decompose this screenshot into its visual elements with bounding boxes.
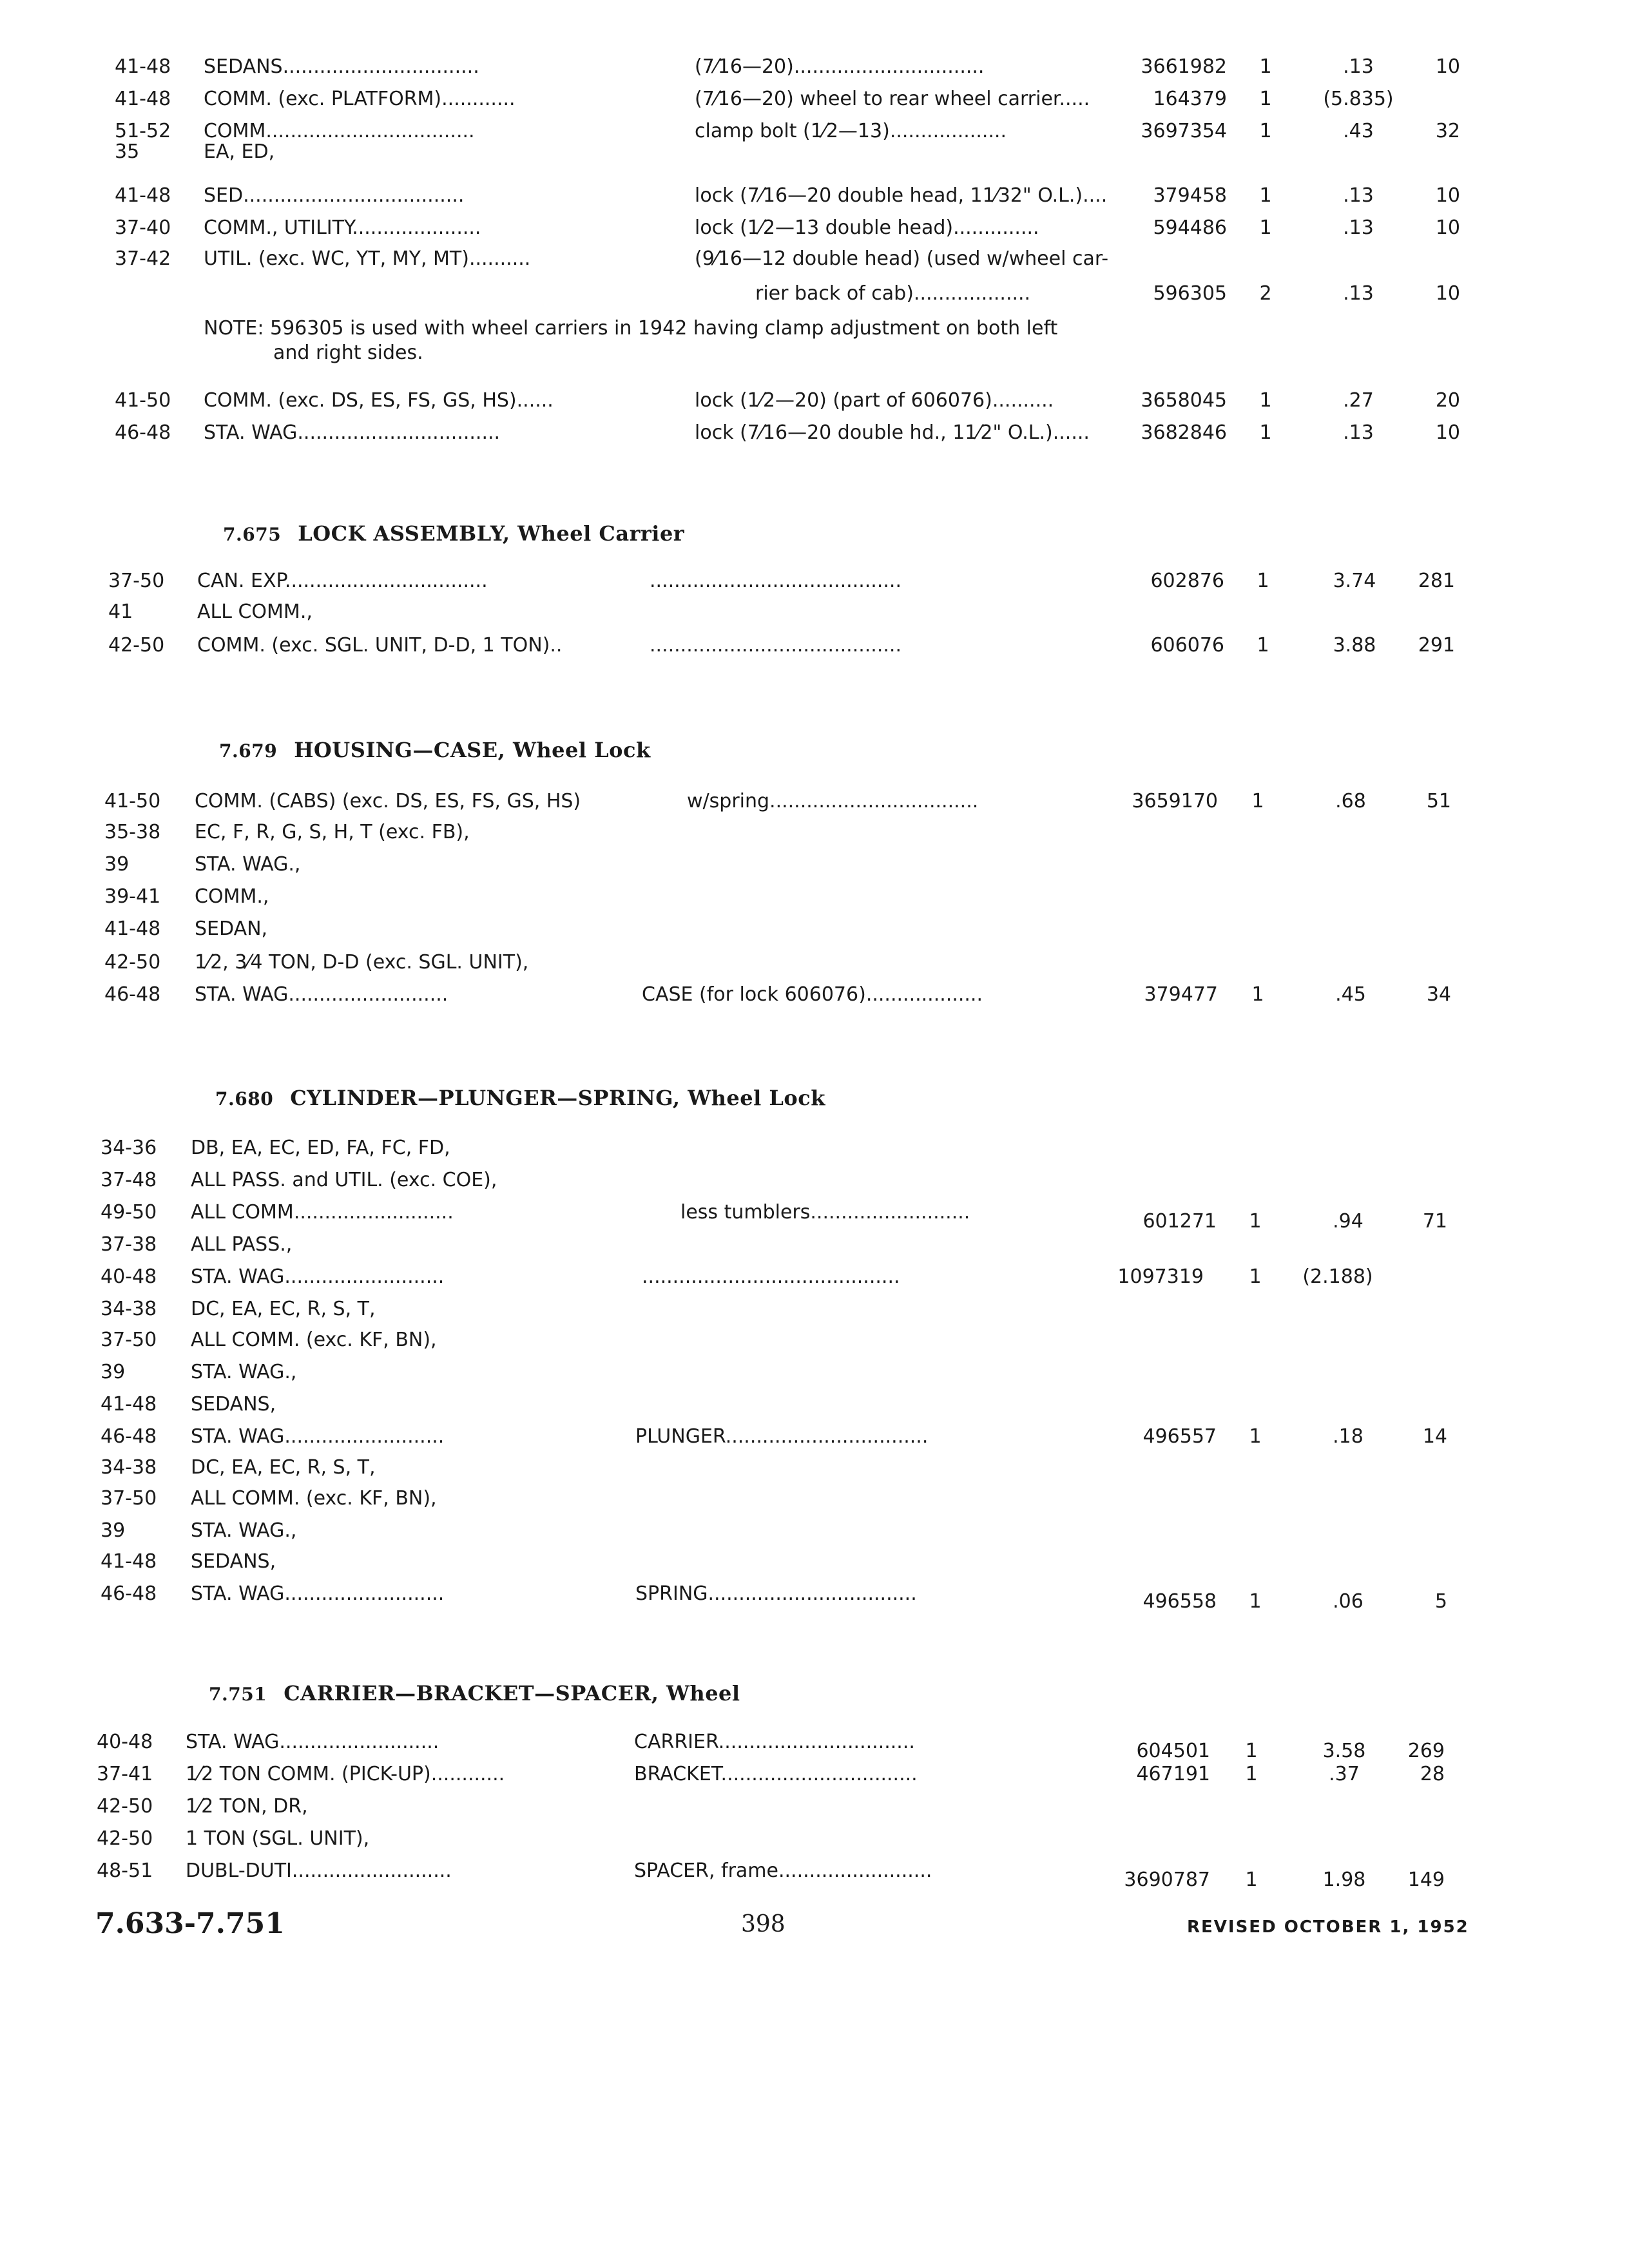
year-range: 41-48 bbox=[115, 184, 171, 207]
year-range: 41-48 bbox=[101, 1550, 157, 1573]
model-applicability: STA. WAG.......................... bbox=[195, 983, 448, 1006]
table-row bbox=[0, 1200, 1629, 1233]
table-row bbox=[0, 852, 1629, 885]
year-range: 37-48 bbox=[101, 1169, 157, 1191]
table-row bbox=[0, 1392, 1629, 1425]
year-range: 39 bbox=[104, 853, 130, 876]
year-range: 42-50 bbox=[104, 951, 161, 974]
model-applicability: COMM. (exc. DS, ES, FS, GS, HS)...... bbox=[204, 389, 554, 412]
quantity: 1 bbox=[1251, 790, 1264, 812]
note-line: and right sides. bbox=[273, 341, 423, 364]
quantity: 1 bbox=[1257, 634, 1269, 657]
section-title: CYLINDER—PLUNGER—SPRING, bbox=[290, 1086, 680, 1110]
part-description: rier back of cab)................... bbox=[755, 282, 1031, 305]
year-range: 42-50 bbox=[97, 1827, 153, 1850]
table-row bbox=[0, 1581, 1629, 1615]
weight: 10 bbox=[1435, 216, 1460, 239]
part-number: 596305 bbox=[1153, 282, 1227, 305]
weight: 291 bbox=[1418, 634, 1455, 657]
section-number: 7.680 bbox=[215, 1088, 274, 1110]
part-number: 3658045 bbox=[1141, 389, 1227, 412]
part-number: 3682846 bbox=[1141, 421, 1227, 444]
price: (2.188) bbox=[1302, 1265, 1373, 1288]
quantity: 1 bbox=[1249, 1590, 1262, 1613]
year-range: 39-41 bbox=[104, 885, 161, 908]
quantity: 1 bbox=[1245, 1869, 1258, 1891]
model-applicability: STA. WAG.......................... bbox=[186, 1731, 439, 1753]
model-applicability: COMM.................................. bbox=[204, 120, 475, 142]
year-range: 39 bbox=[101, 1361, 126, 1383]
weight: 14 bbox=[1422, 1425, 1447, 1448]
weight: 269 bbox=[1407, 1740, 1445, 1762]
price: (5.835) bbox=[1323, 88, 1394, 110]
table-row bbox=[0, 599, 1629, 633]
model-applicability: COMM., bbox=[195, 885, 269, 908]
part-description: BRACKET................................ bbox=[634, 1763, 918, 1785]
part-description: (7⁄16—20) wheel to rear wheel carrier..... bbox=[695, 88, 1090, 110]
year-range: 46-48 bbox=[101, 1582, 157, 1605]
year-range: 35 bbox=[115, 140, 140, 163]
section-range-footer: 7.633-7.751 bbox=[95, 1907, 285, 1940]
section-subtitle: Wheel Lock bbox=[512, 738, 651, 762]
section-subtitle: Wheel bbox=[666, 1681, 740, 1706]
table-row bbox=[0, 950, 1629, 983]
model-applicability: SEDANS................................ bbox=[204, 55, 479, 78]
table-row bbox=[0, 633, 1629, 666]
section-heading bbox=[219, 736, 651, 765]
model-applicability: STA. WAG., bbox=[191, 1361, 297, 1383]
part-number: 379458 bbox=[1153, 184, 1227, 207]
year-range: 41-50 bbox=[115, 389, 171, 412]
section-title: CARRIER—BRACKET—SPACER, bbox=[284, 1681, 659, 1706]
weight: 10 bbox=[1435, 184, 1460, 207]
model-applicability: ALL PASS. and UTIL. (exc. COE), bbox=[191, 1169, 497, 1191]
model-applicability: COMM. (exc. SGL. UNIT, D-D, 1 TON).. bbox=[197, 634, 563, 657]
quantity: 2 bbox=[1259, 282, 1272, 305]
model-applicability: STA. WAG.......................... bbox=[191, 1425, 445, 1448]
year-range: 40-48 bbox=[97, 1731, 153, 1753]
quantity: 1 bbox=[1249, 1265, 1262, 1288]
part-number: 602876 bbox=[1150, 570, 1224, 592]
model-applicability: STA. WAG.......................... bbox=[191, 1265, 445, 1288]
part-number: 601271 bbox=[1142, 1210, 1217, 1233]
price: .18 bbox=[1333, 1425, 1364, 1448]
page-number: 398 bbox=[741, 1911, 786, 1937]
year-range: 37-50 bbox=[108, 570, 165, 592]
model-applicability: 1⁄2, 3⁄4 TON, D-D (exc. SGL. UNIT), bbox=[195, 951, 529, 974]
table-row bbox=[0, 54, 1629, 88]
table-row bbox=[0, 1826, 1629, 1860]
table-row bbox=[0, 982, 1629, 1015]
part-number: 3697354 bbox=[1141, 120, 1227, 142]
part-number: 3659170 bbox=[1132, 790, 1218, 812]
weight: 51 bbox=[1426, 790, 1451, 812]
table-row bbox=[0, 281, 1629, 314]
part-number: 594486 bbox=[1153, 216, 1227, 239]
model-applicability: ALL PASS., bbox=[191, 1233, 293, 1256]
price: .13 bbox=[1343, 184, 1374, 207]
model-applicability: STA. WAG................................. bbox=[204, 421, 501, 444]
part-description: clamp bolt (1⁄2—13)................... bbox=[695, 120, 1007, 142]
table-row bbox=[0, 1518, 1629, 1552]
price: .45 bbox=[1335, 983, 1366, 1006]
model-applicability: 1 TON (SGL. UNIT), bbox=[186, 1827, 370, 1850]
part-number: 496557 bbox=[1142, 1425, 1217, 1448]
part-description: (9⁄16—12 double head) (used w/wheel car- bbox=[695, 247, 1109, 270]
model-applicability: ALL COMM. (exc. KF, BN), bbox=[191, 1487, 437, 1510]
price: 3.88 bbox=[1333, 634, 1376, 657]
year-range: 35-38 bbox=[104, 821, 161, 843]
table-row bbox=[0, 388, 1629, 421]
weight: 10 bbox=[1435, 55, 1460, 78]
weight: 5 bbox=[1434, 1590, 1447, 1613]
section-heading bbox=[209, 1679, 740, 1709]
table-row bbox=[0, 246, 1629, 280]
part-number: 496558 bbox=[1142, 1590, 1217, 1613]
quantity: 1 bbox=[1245, 1763, 1258, 1785]
model-applicability: SED.................................... bbox=[204, 184, 465, 207]
price: .06 bbox=[1333, 1590, 1364, 1613]
quantity: 1 bbox=[1249, 1425, 1262, 1448]
section-heading bbox=[215, 1084, 825, 1113]
part-description: ......................................... bbox=[650, 634, 901, 657]
table-row bbox=[0, 183, 1629, 216]
model-applicability: EC, F, R, G, S, H, T (exc. FB), bbox=[195, 821, 470, 843]
quantity: 1 bbox=[1257, 570, 1269, 592]
year-range: 37-50 bbox=[101, 1487, 157, 1510]
table-row bbox=[0, 1794, 1629, 1827]
quantity: 1 bbox=[1259, 184, 1272, 207]
price: 3.74 bbox=[1333, 570, 1376, 592]
model-applicability: 1⁄2 TON COMM. (PICK-UP)............ bbox=[186, 1763, 505, 1785]
year-range: 34-38 bbox=[101, 1456, 157, 1479]
price: .68 bbox=[1335, 790, 1366, 812]
table-row bbox=[0, 1486, 1629, 1519]
year-range: 37-40 bbox=[115, 216, 171, 239]
year-range: 46-48 bbox=[101, 1425, 157, 1448]
quantity: 1 bbox=[1259, 389, 1272, 412]
year-range: 41-48 bbox=[115, 55, 171, 78]
table-row bbox=[0, 1296, 1629, 1330]
year-range: 49-50 bbox=[101, 1201, 157, 1224]
weight: 34 bbox=[1426, 983, 1451, 1006]
year-range: 41-50 bbox=[104, 790, 161, 812]
year-range: 37-41 bbox=[97, 1763, 153, 1785]
table-row bbox=[0, 1327, 1629, 1361]
table-row bbox=[0, 1232, 1629, 1265]
part-description: PLUNGER................................. bbox=[635, 1425, 929, 1448]
weight: 149 bbox=[1407, 1869, 1445, 1891]
model-applicability: CAN. EXP................................. bbox=[197, 570, 488, 592]
model-applicability: COMM., UTILITY..................... bbox=[204, 216, 481, 239]
section-heading bbox=[223, 519, 684, 549]
year-range: 37-38 bbox=[101, 1233, 157, 1256]
table-row bbox=[0, 139, 1629, 173]
table-row bbox=[0, 1168, 1629, 1201]
table-row bbox=[0, 1762, 1629, 1795]
model-applicability: STA. WAG., bbox=[191, 1519, 297, 1542]
part-description: SPRING.................................. bbox=[635, 1582, 917, 1605]
section-number: 7.679 bbox=[219, 740, 278, 762]
model-applicability: STA. WAG.......................... bbox=[191, 1582, 445, 1605]
table-row bbox=[0, 916, 1629, 950]
quantity: 1 bbox=[1259, 88, 1272, 110]
quantity: 1 bbox=[1249, 1210, 1262, 1233]
weight: 71 bbox=[1422, 1210, 1447, 1233]
note-line: NOTE: 596305 is used with wheel carriers in 1942 having clamp adjustment on both left bbox=[204, 317, 1058, 340]
price: .43 bbox=[1343, 120, 1374, 142]
year-range: 48-51 bbox=[97, 1860, 153, 1882]
part-description: .......................................... bbox=[642, 1265, 900, 1288]
model-applicability: STA. WAG., bbox=[195, 853, 301, 876]
table-row bbox=[0, 1424, 1629, 1457]
part-number: 164379 bbox=[1153, 88, 1227, 110]
model-applicability: SEDANS, bbox=[191, 1393, 276, 1416]
weight: 28 bbox=[1420, 1763, 1445, 1785]
table-row bbox=[0, 215, 1629, 249]
section-subtitle: Wheel Carrier bbox=[517, 521, 685, 546]
price: .13 bbox=[1343, 282, 1374, 305]
part-description: CASE (for lock 606076)................... bbox=[642, 983, 983, 1006]
part-description: CARRIER................................ bbox=[634, 1731, 915, 1753]
quantity: 1 bbox=[1245, 1740, 1258, 1762]
weight: 32 bbox=[1435, 120, 1460, 142]
model-applicability: DC, EA, EC, R, S, T, bbox=[191, 1456, 376, 1479]
model-applicability: UTIL. (exc. WC, YT, MY, MT).......... bbox=[204, 247, 531, 270]
model-applicability: ALL COMM.......................... bbox=[191, 1201, 454, 1224]
year-range: 40-48 bbox=[101, 1265, 157, 1288]
model-applicability: ALL COMM. (exc. KF, BN), bbox=[191, 1329, 437, 1351]
weight: 281 bbox=[1418, 570, 1455, 592]
year-range: 42-50 bbox=[108, 634, 165, 657]
model-applicability: EA, ED, bbox=[204, 140, 275, 163]
part-number: 1097319 bbox=[1117, 1265, 1204, 1288]
section-number: 7.675 bbox=[223, 524, 282, 545]
part-description: ......................................... bbox=[650, 570, 901, 592]
table-row bbox=[0, 1455, 1629, 1488]
part-number: 467191 bbox=[1136, 1763, 1210, 1785]
section-subtitle: Wheel Lock bbox=[688, 1086, 825, 1110]
quantity: 1 bbox=[1259, 421, 1272, 444]
year-range: 41-48 bbox=[115, 88, 171, 110]
part-number: 604501 bbox=[1136, 1740, 1210, 1762]
year-range: 42-50 bbox=[97, 1795, 153, 1818]
part-number: 3661982 bbox=[1141, 55, 1227, 78]
price: .37 bbox=[1329, 1763, 1360, 1785]
year-range: 41 bbox=[108, 601, 133, 623]
table-row bbox=[0, 1549, 1629, 1582]
quantity: 1 bbox=[1251, 983, 1264, 1006]
part-description: less tumblers.......................... bbox=[680, 1201, 970, 1224]
table-row bbox=[0, 568, 1629, 602]
year-range: 46-48 bbox=[104, 983, 161, 1006]
price: 1.98 bbox=[1322, 1869, 1366, 1891]
part-description: lock (1⁄2—13 double head).............. bbox=[695, 216, 1039, 239]
part-description: lock (7⁄16—20 double head, 11⁄32" O.L.).... bbox=[695, 184, 1108, 207]
part-description: SPACER, frame......................... bbox=[634, 1860, 932, 1882]
model-applicability: 1⁄2 TON, DR, bbox=[186, 1795, 308, 1818]
model-applicability: SEDAN, bbox=[195, 918, 268, 940]
year-range: 46-48 bbox=[115, 421, 171, 444]
price: .13 bbox=[1343, 55, 1374, 78]
model-applicability: COMM. (exc. PLATFORM)............ bbox=[204, 88, 516, 110]
quantity: 1 bbox=[1259, 216, 1272, 239]
quantity: 1 bbox=[1259, 120, 1272, 142]
part-description: w/spring.................................. bbox=[687, 790, 979, 812]
year-range: 37-42 bbox=[115, 247, 171, 270]
weight: 20 bbox=[1435, 389, 1460, 412]
year-range: 34-38 bbox=[101, 1298, 157, 1320]
table-row bbox=[0, 1135, 1629, 1169]
year-range: 39 bbox=[101, 1519, 126, 1542]
weight: 10 bbox=[1435, 421, 1460, 444]
part-number: 3690787 bbox=[1124, 1869, 1210, 1891]
part-description: lock (1⁄2—20) (part of 606076).......... bbox=[695, 389, 1054, 412]
model-applicability: DUBL-DUTI.......................... bbox=[186, 1860, 452, 1882]
quantity: 1 bbox=[1259, 55, 1272, 78]
model-applicability: SEDANS, bbox=[191, 1550, 276, 1573]
weight: 10 bbox=[1435, 282, 1460, 305]
part-number: 379477 bbox=[1144, 983, 1218, 1006]
year-range: 41-48 bbox=[104, 918, 161, 940]
year-range: 41-48 bbox=[101, 1393, 157, 1416]
section-number: 7.751 bbox=[209, 1684, 267, 1705]
price: 3.58 bbox=[1322, 1740, 1366, 1762]
section-title: LOCK ASSEMBLY, bbox=[298, 521, 510, 546]
table-row bbox=[0, 1264, 1629, 1298]
year-range: 37-50 bbox=[101, 1329, 157, 1351]
year-range: 51-52 bbox=[115, 120, 171, 142]
model-applicability: ALL COMM., bbox=[197, 601, 313, 623]
model-applicability: COMM. (CABS) (exc. DS, ES, FS, GS, HS) bbox=[195, 790, 581, 812]
part-number: 606076 bbox=[1150, 634, 1224, 657]
table-row bbox=[0, 789, 1629, 822]
table-row bbox=[0, 420, 1629, 454]
price: .94 bbox=[1333, 1210, 1364, 1233]
section-title: HOUSING—CASE, bbox=[294, 738, 506, 762]
table-row bbox=[0, 1729, 1629, 1763]
model-applicability: DC, EA, EC, R, S, T, bbox=[191, 1298, 376, 1320]
table-row bbox=[0, 1858, 1629, 1892]
revision-date: REVISED OCTOBER 1, 1952 bbox=[1187, 1917, 1469, 1937]
year-range: 34-36 bbox=[101, 1137, 157, 1159]
table-row bbox=[0, 820, 1629, 853]
price: .13 bbox=[1343, 421, 1374, 444]
part-description: lock (7⁄16—20 double hd., 11⁄2" O.L.)...... bbox=[695, 421, 1090, 444]
model-applicability: DB, EA, EC, ED, FA, FC, FD, bbox=[191, 1137, 450, 1159]
table-row bbox=[0, 884, 1629, 918]
part-description: (7⁄16—20)............................... bbox=[695, 55, 985, 78]
table-row bbox=[0, 1360, 1629, 1393]
price: .13 bbox=[1343, 216, 1374, 239]
price: .27 bbox=[1343, 389, 1374, 412]
table-row bbox=[0, 86, 1629, 120]
